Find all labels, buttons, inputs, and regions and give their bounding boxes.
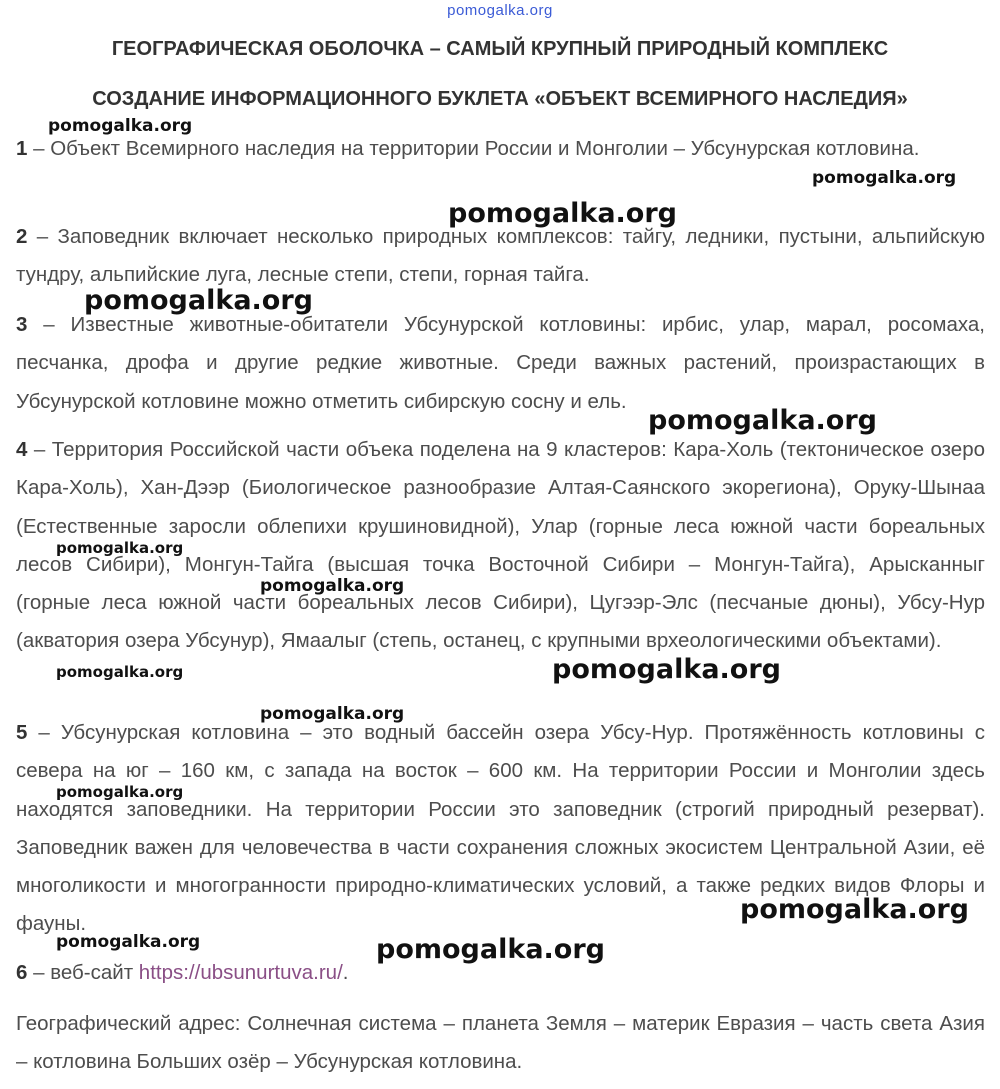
paragraph-text: – Территория Российской части объека поделена на 9 кластеров: Кара-Холь (тектоническое озеро Кара-Холь), Хан-Дээр (Биологическое разнообразие Алтая-Саянского экорегиона), Оруку-Шынаа (Естественные заросли облепихи крушиновидной), Улар (горные леса южной части бореальных лесов Сибири), Монгун-Тайга (высшая точка Восточной Сибири – Монгун-Тайга), Арысканныг (горные леса южной части бореальных лесов Сибири), Цугээр-Элс (песчаные дюны), Убсу-Нур (акватория озера Убсунур), Ямаалыг (степь, останец, с крупными врхеологическими объектами). bbox=[16, 438, 985, 653]
geographic-address bbox=[16, 1005, 985, 1082]
watermark: pomogalka.org bbox=[448, 198, 677, 229]
watermark: pomogalka.org bbox=[56, 783, 184, 801]
paragraph-number: 2 bbox=[16, 225, 28, 248]
watermark: pomogalka.org bbox=[56, 932, 201, 952]
paragraph-text: – Известные животные-обитатели Убсунурской котловины: ирбис, улар, марал, росомаха, песчанка, дрофа и другие редкие животные. Среди важных растений, произрастающих в Убсунурской котловине можно отметить сибирскую сосну и ель. bbox=[16, 313, 985, 413]
website-link[interactable]: https://ubsunurtuva.ru/ bbox=[138, 961, 343, 984]
paragraph-number: 5 bbox=[16, 721, 28, 744]
watermark: pomogalka.org bbox=[812, 168, 957, 188]
site-url-header[interactable]: pomogalka.org bbox=[447, 2, 553, 19]
paragraph-text: – Заповедник включает несколько природных комплексов: тайгу, ледники, пустыни, альпийскую тундру, альпийские луга, лесные степи, степи, горная тайга. bbox=[16, 225, 985, 287]
watermark: pomogalka.org bbox=[376, 934, 605, 965]
paragraph-number: 3 bbox=[16, 313, 28, 336]
watermark: pomogalka.org bbox=[84, 285, 313, 316]
watermark: pomogalka.org bbox=[56, 539, 184, 557]
paragraph-2 bbox=[16, 218, 985, 295]
paragraph-3 bbox=[16, 306, 985, 421]
watermark: pomogalka.org bbox=[56, 663, 184, 681]
watermark: pomogalka.org bbox=[260, 576, 405, 596]
watermark: pomogalka.org bbox=[48, 116, 193, 136]
page-title: ГЕОГРАФИЧЕСКАЯ ОБОЛОЧКА – САМЫЙ КРУПНЫЙ ПРИРОДНЫЙ КОМПЛЕКС bbox=[111, 38, 889, 60]
paragraph-number: 1 bbox=[16, 137, 28, 160]
paragraph-number: 4 bbox=[16, 438, 28, 461]
watermark: pomogalka.org bbox=[260, 704, 405, 724]
watermark: pomogalka.org bbox=[648, 405, 877, 436]
paragraph-number: 6 bbox=[16, 961, 28, 984]
paragraph-text: – Объект Всемирного наследия на территории России и Монголии – Убсунурская котловина. bbox=[27, 137, 920, 160]
paragraph-text: – Убсунурская котловина – это водный бассейн озера Убсу-Нур. Протяжённость котловины с севера на юг – 160 км, с запада на восток – 600 км. На территории России и Монголии здесь находятся заповедники. На территории России это заповедник (строгий природный резерват). Заповедник важен для человечества в части сохранения сложных экосистем Центральной Азии, её многоликости и многогранности природно-климатических условий, а также редких видов Флоры и фауны. bbox=[16, 721, 985, 936]
watermark: pomogalka.org bbox=[740, 894, 969, 925]
section-title: СОЗДАНИЕ ИНФОРМАЦИОННОГО БУКЛЕТА «ОБЪЕКТ ВСЕМИРНОГО НАСЛЕДИЯ» bbox=[92, 88, 908, 110]
paragraph-end: . bbox=[342, 961, 349, 984]
paragraph-text: Географический адрес: Солнечная система – планета Земля – материк Евразия – часть света Азия – котловина Больших озёр – Убсунурская котловина. bbox=[16, 1012, 985, 1074]
watermark: pomogalka.org bbox=[552, 654, 781, 685]
paragraph-text: – веб-сайт bbox=[27, 961, 139, 984]
